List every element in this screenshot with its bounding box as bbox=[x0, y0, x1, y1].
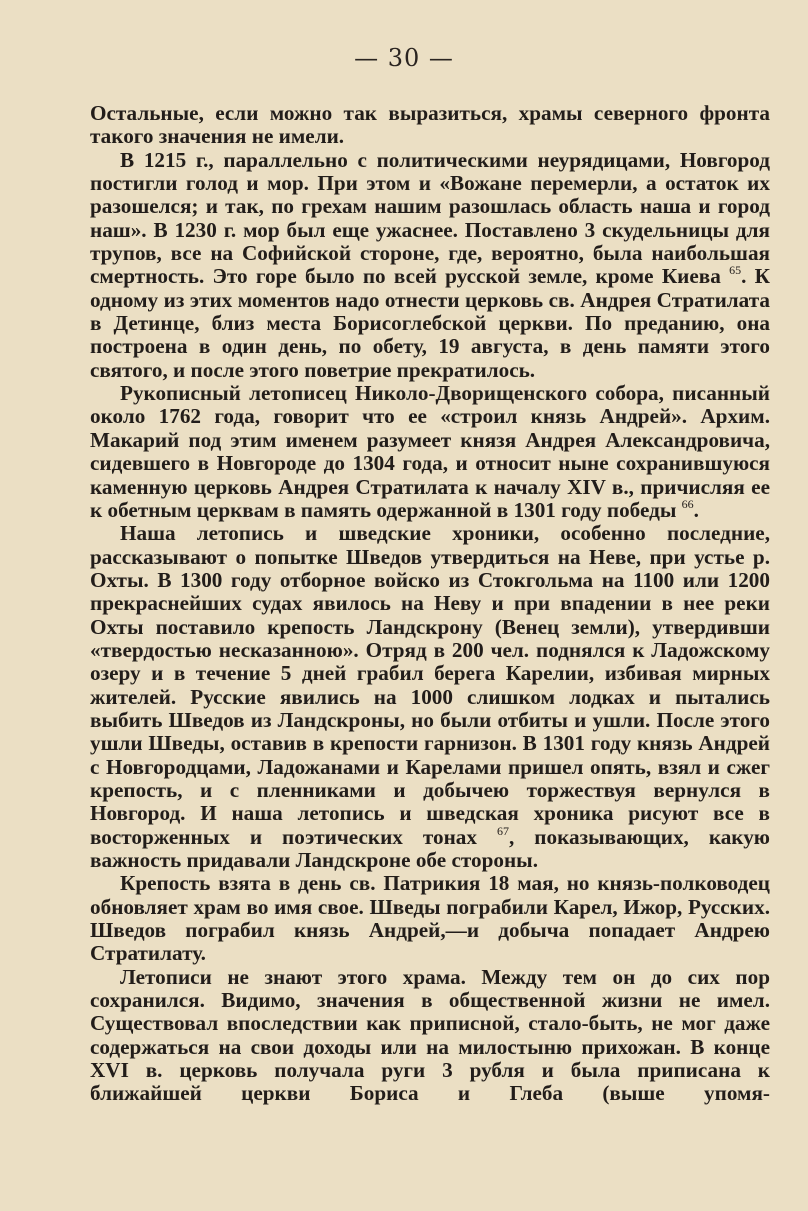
paragraph bbox=[90, 149, 770, 382]
paragraph-text: Рукописный летописец Николо-Дворищенского собора, писанный около 1762 года, говорит что ее «строил князь Андрей». Архим. Макарий под этим именем разумеет князя Андрея Александровича, сидевшего в Новгороде до 1304 года, и относит ныне сохранившуюся каменную церковь Андрея Стратилата к началу XIV в., причисляя ее к обетным церквам в память одержанной в 1301 году победы bbox=[90, 381, 770, 522]
paragraph bbox=[90, 966, 770, 1106]
paragraph bbox=[90, 872, 770, 965]
paragraph-text: . К одному из этих моментов надо отнести церковь св. Андрея Стратилата в Детинце, близ места Борисоглебской церкви. По преданию, она построена в один день, по обету, 19 августа, в день памяти этого святого, и после этого поветрие прекратилось. bbox=[90, 264, 770, 382]
page-number: — 30 — bbox=[354, 44, 454, 72]
footnote-marker: 66 bbox=[681, 496, 694, 511]
paragraph-text: В 1215 г., параллельно с политическими неурядицами, Новгород постигли голод и мор. При этом и «Вожане перемерли, а остаток их разошелся; и так, по грехам нашим разошлась область наша и город наш». В 1230 г. мор был еще ужаснее. Поставлено 3 скудельницы для трупов, все на Софийской стороне, где, вероятно, была наибольшая смертность. Это горе было по всей русской земле, кроме Киева bbox=[90, 147, 770, 289]
paragraph bbox=[90, 382, 770, 522]
paragraph bbox=[90, 522, 770, 872]
paragraph-text: Остальные, если можно так выразиться, храмы северного фронта такого значения не имели. bbox=[90, 101, 770, 149]
footnote-marker: 65 bbox=[729, 263, 742, 278]
paragraph-text: Летописи не знают этого храма. Между тем он до сих пор сохранился. Видимо, значения в общественной жизни не имел. Существовал впоследствии как приписной, стало-быть, не мог даже содержаться на свои доходы или на милостыню прихожан. В конце XVI в. церковь получала руги 3 рубля и была приписана к ближайшей церкви Бориса и Глеба (выше упомя- bbox=[90, 964, 770, 1106]
paragraph-text: , показывающих, какую важность придавали Ландскроне обе стороны. bbox=[90, 824, 770, 872]
paragraph-text: Крепость взята в день св. Патрикия 18 мая, но князь-полководец обновляет храм во имя свое. Шведы пограбили Карел, Ижор, Русских. Шведов пограбил князь Андрей,—и добыча попадает Андрею Стратилату. bbox=[90, 871, 770, 966]
footnote-marker: 67 bbox=[497, 823, 509, 838]
paragraph-text: . bbox=[693, 497, 699, 522]
paragraph bbox=[90, 102, 770, 149]
text-body bbox=[90, 102, 770, 1106]
paragraph-text: Наша летопись и шведские хроники, особенно последние, рассказывают о попытке Шведов утвердиться на Неве, при устье р. Охты. В 1300 году отборное войско из Стокгольма на 1100 или 1200 прекраснейших судах явилось на Неву и при впадении в нее реки Охты поставило крепость Ландскрону (Венец земли), утвердивши «твердостью несказанною». Отряд в 200 чел. поднялся к Ладожскому озеру и в течение 5 дней грабил берега Карелии, избивая мирных жителей. Русские явились на 1000 слишком лодках и пытались выбить Шведов из Ландскроны, но были отбиты и ушли. После этого ушли Шведы, оставив в крепости гарнизон. В 1301 году князь Андрей с Новгородцами, Ладожанами и Карелами пришел опять, взял и сжег крепость, и с пленниками и добычею торжествуя вернулся в Новгород. И наша летопись и шведская хроника рисуют все в восторженных и поэтических тонах bbox=[90, 521, 770, 849]
